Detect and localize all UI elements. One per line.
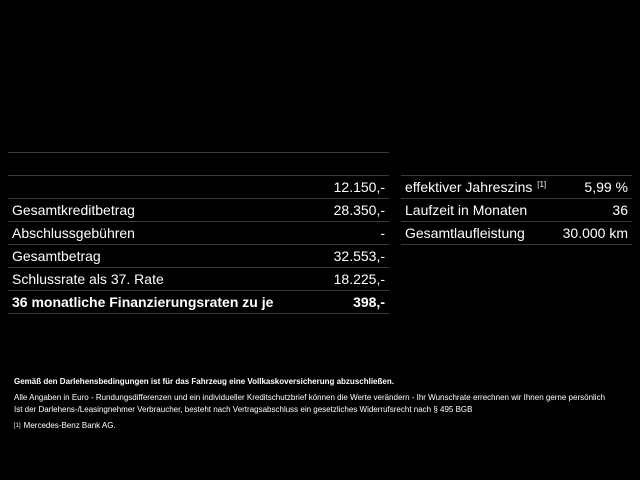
row-value: 398,- [353,294,385,310]
table-row [401,222,632,245]
row-label: Abschlussgebühren [12,225,135,241]
row-value: 5,99 % [584,179,628,195]
disclaimer-line: Alle Angaben in Euro - Rundungsdifferenzen und ein individueller Kreditschutzbrief können die Werte verändern - Ihr Wunschrate errechnen wir Ihnen gerne persönlich [14,393,606,402]
row-value: 28.350,- [333,202,385,218]
withdrawal-note: Ist der Darlehens-/Leasingnehmer Verbraucher, besteht nach Vertragsabschluss ein gesetzliches Widerrufsrecht nach § 495 BGB [14,405,473,414]
table-header-row [8,153,389,176]
table-row [401,199,632,222]
bank-name: Mercedes-Benz Bank AG. [23,421,116,430]
apr-label: effektiver Jahreszins [405,179,533,195]
table-row [8,199,389,222]
footnote-marker: [1] [537,180,547,189]
row-value: - [380,225,385,241]
table-row [8,268,389,291]
row-label: Gesamtlaufleistung [405,225,525,241]
terms-table [401,175,632,245]
monthly-rate-row [8,291,389,314]
footnote-marker: [1] [14,423,21,429]
row-label: Laufzeit in Monaten [405,202,528,218]
table-row [8,245,389,268]
row-label: 36 monatliche Finanzierungsraten zu je [12,294,274,310]
row-value: 30.000 km [562,225,628,241]
table-row [8,222,389,245]
insurance-note: Gemäß den Darlehensbedingungen ist für das Fahrzeug eine Vollkaskoversicherung abzuschließen. [14,377,394,386]
footnote-source [14,420,626,432]
row-value: 32.553,- [333,248,385,264]
row-label [405,176,546,198]
financing-table [8,152,389,314]
row-label: Gesamtbetrag [12,248,101,264]
row-value: 36 [612,202,628,218]
footnotes [14,376,626,432]
row-value: 18.225,- [333,271,385,287]
row-value: 12.150,- [333,179,385,195]
row-label: Schlussrate als 37. Rate [12,271,164,287]
table-row [8,176,389,199]
table-row [401,176,632,199]
row-label: Gesamtkreditbetrag [12,202,135,218]
